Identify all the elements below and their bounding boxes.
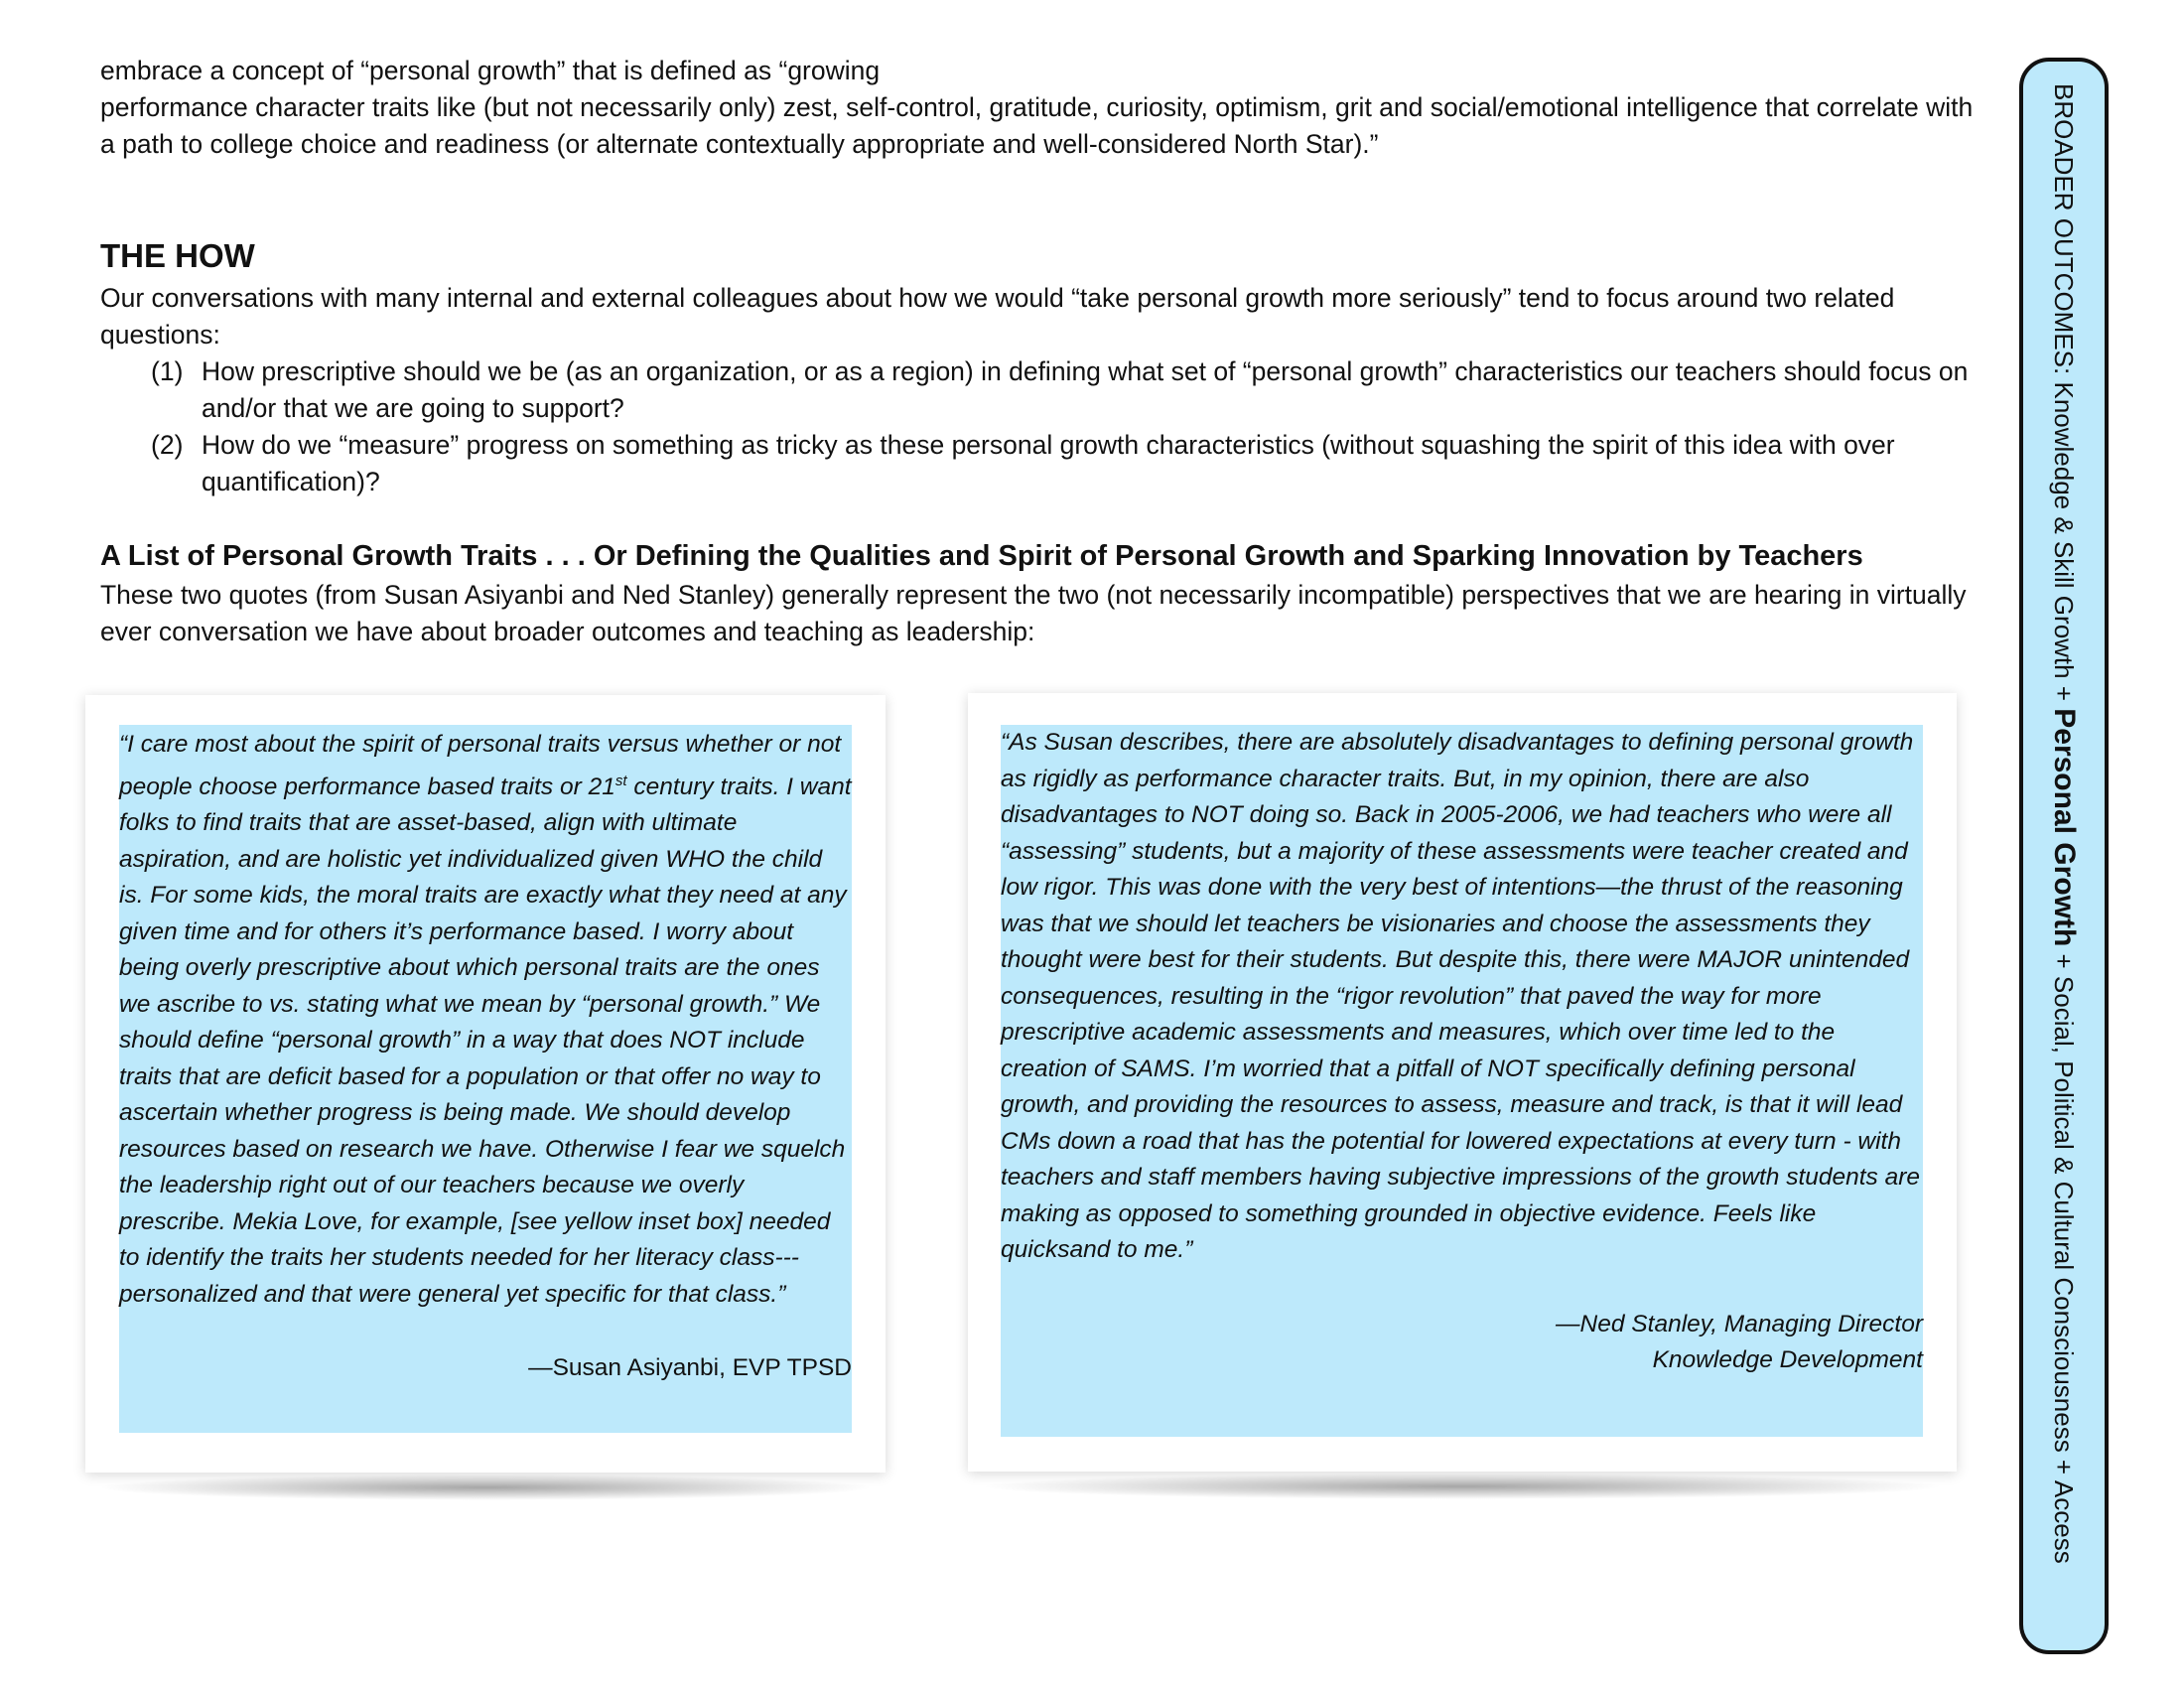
attribution-line: —Ned Stanley, Managing Director [1556, 1310, 1923, 1337]
how-heading: THE HOW [100, 237, 255, 274]
attribution-line: Knowledge Development [1652, 1346, 1923, 1373]
how-body-text: Our conversations with many internal and external colleagues about how we would “take personal growth more seriously” tend to focus around two related questions: [100, 283, 1895, 350]
quote-text-asiyanbi [119, 727, 852, 1313]
quote-box-asiyanbi [119, 725, 852, 1433]
traits-body-text: These two quotes (from Susan Asiyanbi and Ned Stanley) generally represent the two (not necessarily incompatible) perspectives that we are hearing in virtually ever conversation we have about broader outcomes and teaching as leadership: [100, 580, 1967, 646]
question-number: (1) [151, 356, 184, 386]
question-number: (2) [151, 430, 184, 460]
sidebar-label [2044, 83, 2084, 1564]
question-text: How prescriptive should we be (as an organization, or as a region) in defining what set of “personal growth” characteristics our teachers should focus on and/or that we are going to support? [202, 356, 1969, 423]
traits-heading: A List of Personal Growth Traits . . . Or Defining the Qualities and Spirit of Personal Growth and Sparking Innovation by Teachers [100, 540, 1863, 572]
quote-attribution-stanley [1001, 1307, 1923, 1379]
sidebar-highlight: Personal Growth [2048, 708, 2081, 947]
question-item [100, 427, 1986, 500]
quote-text-part: “I care most about the spirit of personal traits versus whether or not people choose performance based traits or 21 [119, 731, 842, 800]
intro-line-2: performance character traits like (but not necessarily only) zest, self-control, gratitude, curiosity, optimism, grit and social/emotional intelligence that correlate with a path to college choice and readiness (or alternate contextually appropriate and well-considered North Star).” [100, 92, 1974, 159]
question-item [100, 353, 1986, 427]
quote-card-right [968, 693, 1957, 1472]
question-text: How do we “measure” progress on something as tricky as these personal growth characteristics (without squashing the spirit of this idea with over quantification)? [202, 430, 1895, 496]
sidebar-suffix: + Social, Political & Cultural Consciousness + Access [2049, 946, 2079, 1564]
quote-text-stanley: “As Susan describes, there are absolutely disadvantages to defining personal growth as rigidly as performance character traits. But, in my opinion, there are also disadvantages to NOT doing so. Back in 2005-2006, we had teachers who were all “assessing” students, but a majority of these assessments were teacher created and low rigor. This was done with the very best of intentions—the thrust of the reasoning was that we should let teachers be visionaries and choose the assessments they thought were best for their students. But despite this, there were MAJOR unintended consequences, resulting in the “rigor revolution” that paved the way for more prescriptive academic assessments and measures, which over time led to the creation of SAMS. I’m worried that a pitfall of NOT specifically defining personal growth, and providing the resources to assess, measure and track, is that it will lead CMs down a road that has the potential for lowered expectations at every turn - with teachers and staff members having subjective impressions of the growth students are making as opposed to something grounded in objective evidence. Feels like quicksand to me.” [1001, 729, 1921, 1263]
intro-paragraph [100, 53, 1986, 163]
quote-text-part: century traits. I want folks to find traits that are asset-based, align with ultimate aspiration, and are holistic yet individualized given WHO the child is. For some kids, the moral traits are exactly what they need at any given time and for others it’s performance based. I worry about being overly prescriptive about which personal traits are the ones we ascribe to vs. stating what we mean by “personal growth.” We should define “personal growth” in a way that does NOT include traits that are deficit based for a population or that offer no way to ascertain whether progress is being made. We should develop resources based on research we have. Otherwise I fear we squelch the leadership right out of our teachers because we overly prescribe. Mekia Love, for example, [see yellow inset box] needed to identify the traits her students needed for her literacy class---personalized and that were general yet specific for that class.” [119, 773, 852, 1308]
broader-outcomes-sidebar [2019, 58, 2109, 1654]
intro-line-1: embrace a concept of “personal growth” that is defined as “growing [100, 56, 881, 85]
how-section [100, 280, 1986, 500]
quote-attribution-asiyanbi: —Susan Asiyanbi, EVP TPSD [528, 1354, 852, 1382]
question-list [100, 353, 1986, 500]
quote-card-left [85, 695, 886, 1473]
quote-box-stanley [1001, 725, 1923, 1437]
sidebar-prefix: BROADER OUTCOMES: Knowledge & Skill Growth + [2049, 83, 2079, 709]
superscript: st [614, 772, 627, 789]
